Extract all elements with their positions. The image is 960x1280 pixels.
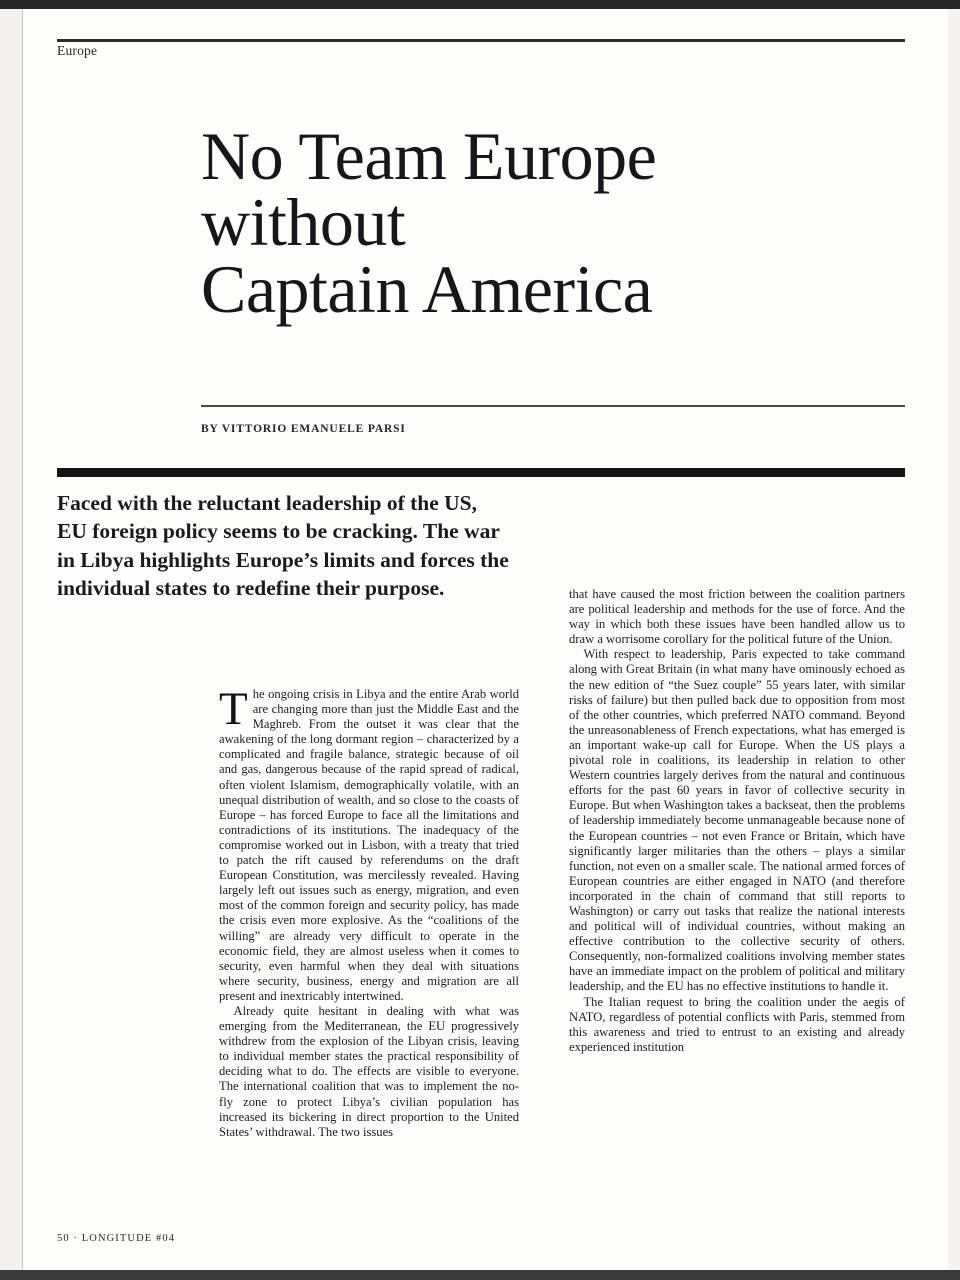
body-paragraph-text: With respect to leadership, Paris expected to take command along with Great Britain (in what many have ominously echoed as the new edition of “the Suez couple” 55 years later, with similar risks of failure) but then pulled back due to opposition from most of the other countries, which preferred NATO command. Beyond the unreasonableness of French expectations, what has emerged is an important wake-up call for Europe. When the US plays a pivotal role in coalitions, its leadership in relation to other Western countries largely derives from the natural and continuous efforts for the past 60 years in favor of collective security in Europe. But when Washington takes a backseat, then the problems of leadership immediately become unmanageable because none of the European countries – not even France or Britain, which have significantly larger militaries than the others – plays a similar function, not even on a smaller scale. The national armed forces of European countries are either engaged in NATO (and therefore incorporated in the chain of command that still reports to Washington) or carry out tasks that realize the national interests and political will of individual countries, without making an effective contribution to the collective security of others. Consequently, non-formalized coalitions involving member states have an immediate impact on the problem of political and military leadership, and the EU has no effective institutions to handle it. bbox=[569, 647, 905, 994]
body-paragraph bbox=[569, 995, 905, 1055]
byline-rule bbox=[201, 405, 905, 407]
drop-cap: T bbox=[219, 683, 248, 735]
scan-right-edge bbox=[948, 9, 960, 1270]
article-deck bbox=[57, 489, 542, 603]
body-column-right bbox=[569, 587, 905, 1257]
headline-line-1: No Team Europe bbox=[201, 117, 657, 194]
deck-line-3: in Libya highlights Europe’s limits and forces the bbox=[57, 547, 509, 572]
page-folio: 50 · LONGITUDE #04 bbox=[57, 1233, 176, 1244]
body-paragraph-text: that have caused the most friction between the coalition partners are political leadership and methods for the use of force. And the way in which both these issues have been handled allow us to draw a worrisome corollary for the political future of the Union. bbox=[569, 587, 905, 647]
running-head-rule bbox=[57, 39, 905, 42]
body-paragraph-text: he ongoing crisis in Libya and the entire Arab world are changing more than just the Middle East and the Maghreb. From the outset it was clear that the awakening of the long dormant region – characterized by a complicated and fragile balance, strategic because of oil and gas, dangerous because of the rapid spread of radical, often violent Islamism, demographically volatile, with an unequal distribution of wealth, and so close to the coasts of Europe – has forced Europe to face all the limitations and contradictions of its institutions. The inadequacy of the compromise worked out in Lisbon, with a treaty that tried to patch the rift caused by referendums on the draft European Constitution, was mercilessly revealed. Having largely left out issues such as energy, migration, and even most of the common foreign and security policy, has made the crisis even more explosive. As the “coalitions of the willing” are already very difficult to operate in the economic field, they are almost useless when it comes to security, even harmful when they deal with situations where security, business, energy and migration are all present and inextricably intertwined. bbox=[219, 687, 519, 1003]
body-paragraph bbox=[219, 1004, 519, 1140]
scan-bottom-edge-band bbox=[0, 1270, 960, 1280]
deck-line-4: individual states to redefine their purpose. bbox=[57, 576, 445, 601]
headline-line-2: without bbox=[201, 184, 406, 261]
scan-left-edge bbox=[0, 9, 23, 1270]
page-sheet bbox=[23, 9, 948, 1270]
page-title bbox=[201, 117, 901, 327]
body-paragraph-text: The Italian request to bring the coalition under the aegis of NATO, regardless of potential conflicts with Paris, stemmed from this awareness and tried to entrust to an existing and already experienced institution bbox=[569, 994, 905, 1054]
deck-line-1: Faced with the reluctant leadership of the US, bbox=[57, 491, 478, 515]
heavy-divider-rule bbox=[57, 468, 905, 477]
deck-line-2: EU foreign policy seems to be cracking. The war bbox=[57, 519, 500, 544]
body-paragraph bbox=[569, 647, 905, 994]
running-head-section-label: Europe bbox=[57, 43, 98, 58]
article-byline: BY VITTORIO EMANUELE PARSI bbox=[201, 423, 406, 435]
scan-top-edge-band bbox=[0, 0, 960, 9]
body-paragraph bbox=[219, 683, 519, 1004]
body-column-left bbox=[219, 683, 519, 1257]
body-paragraph bbox=[569, 587, 905, 647]
body-paragraph-text: Already quite hesitant in dealing with what was emerging from the Mediterranean, the EU progressively withdrew from the explosion of the Libyan crisis, leaving to individual member states the practical responsibility of deciding what to do. The effects are visible to everyone. The international coalition that was to implement the no-fly zone to protect Libya’s civilian population has increased its bickering in direct proportion to the United States’ withdrawal. The two issues bbox=[219, 1003, 519, 1139]
headline-line-3: Captain America bbox=[201, 250, 653, 327]
